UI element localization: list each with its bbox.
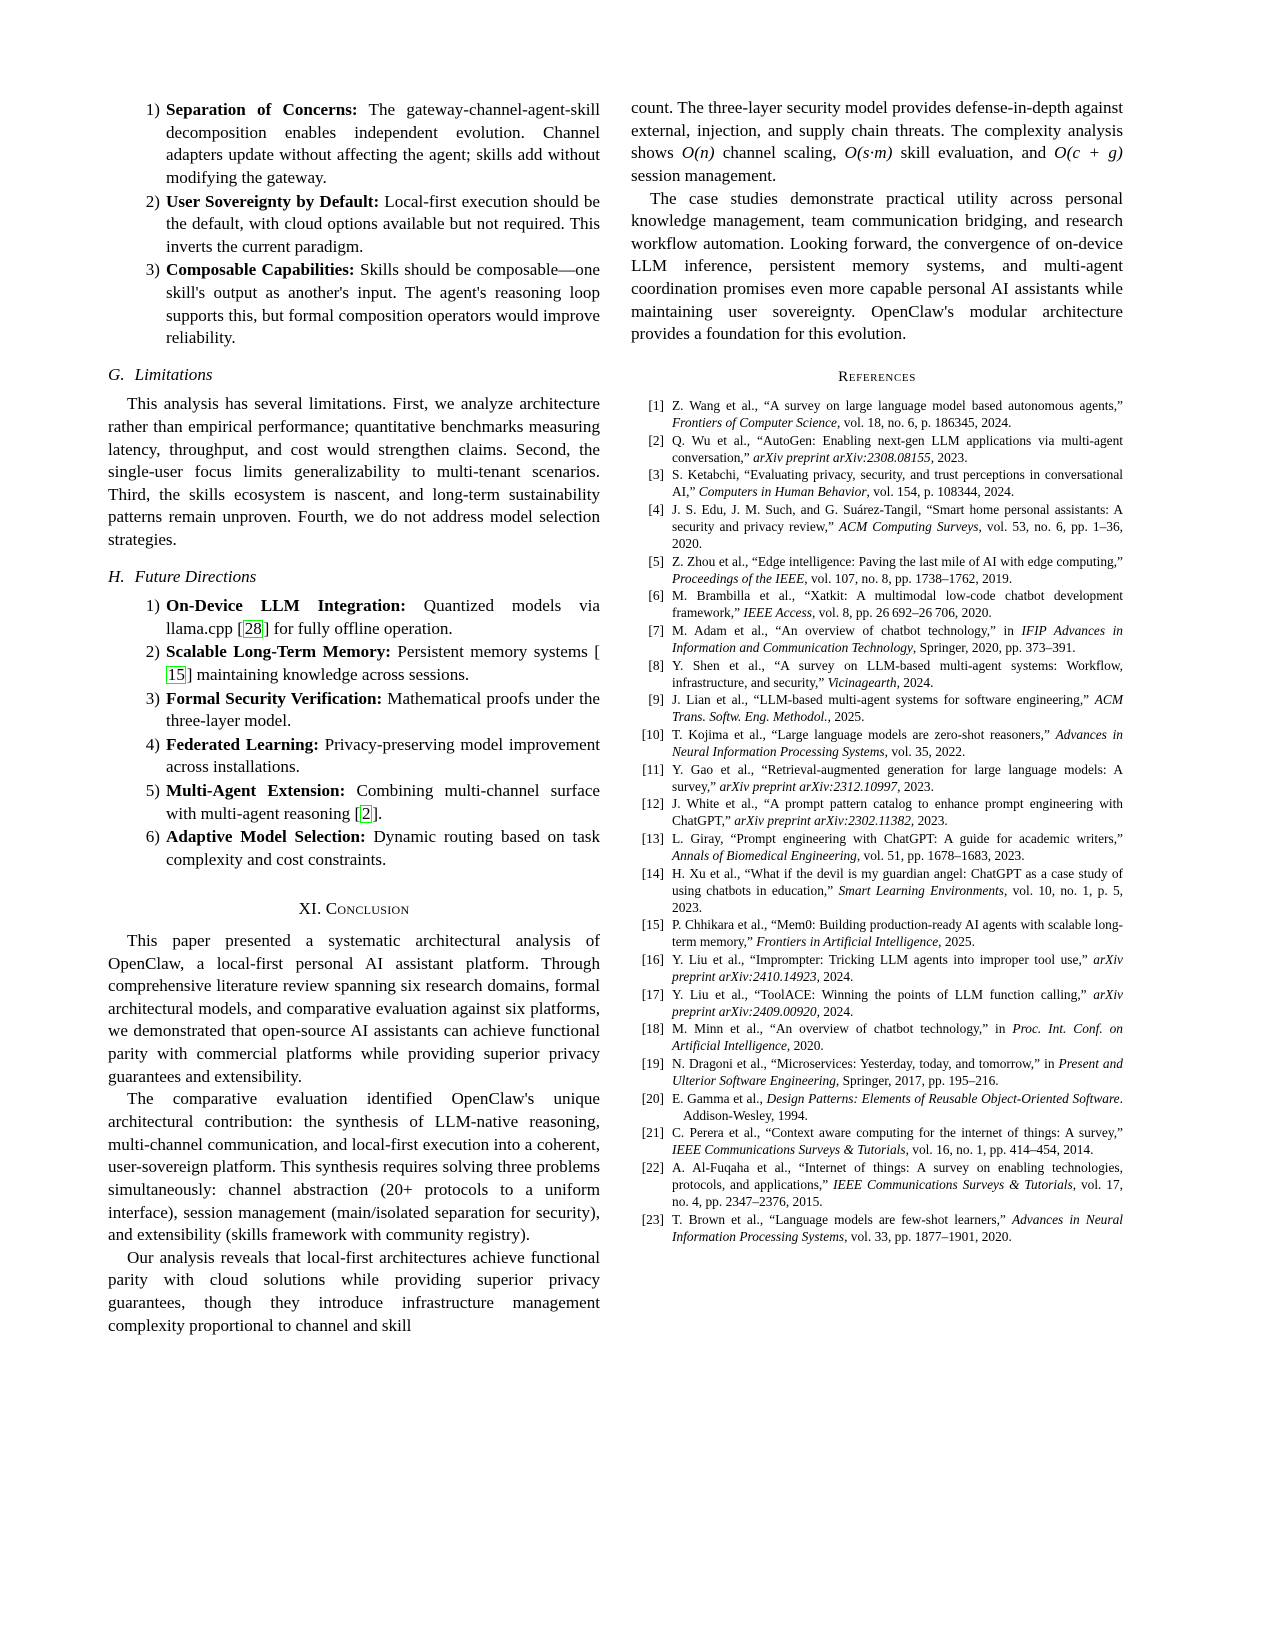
two-column-layout bbox=[108, 97, 1130, 1337]
continuation-part-1: count. The three-layer security model provides defense-in-depth against external, injection, and supply chain threats. The complexity analysis shows bbox=[631, 98, 1123, 163]
reference-item: [9] J. Lian et al., “LLM-based multi-agent systems for software engineering,” ACM Trans. Softw. Eng. Methodol., 2025. bbox=[631, 691, 1123, 725]
reference-venue: ACM Trans. Softw. Eng. Methodol. bbox=[672, 692, 1123, 725]
reference-venue: Proc. Int. Conf. on Artificial Intelligence bbox=[672, 1021, 1123, 1054]
list-marker: 1) bbox=[145, 595, 160, 615]
reference-venue: Vicinagearth bbox=[827, 674, 897, 690]
reference-item: [21] C. Perera et al., “Context aware computing for the internet of things: A survey,” IEEE Communications Surveys & Tutorials, vol. 16, no. 1, pp. 414–454, 2014. bbox=[631, 1124, 1123, 1158]
reference-number: [9] bbox=[648, 692, 664, 708]
future-directions-title: Future Directions bbox=[134, 566, 257, 586]
list-item: 3) Formal Security Verification: Mathematical proofs under the three-layer model. bbox=[108, 688, 600, 733]
reference-number: [22] bbox=[641, 1159, 664, 1175]
limitations-paragraph: This analysis has several limitations. First, we analyze architecture rather than empirical performance; quantitative benchmarks measuring latency, throughput, and cost would strengthen claims. Second, the single-user focus limits generalizability to multi-tenant scenarios. Third, the skills ecosystem is nascent, and long-term sustainability patterns remain unproven. Fourth, we do not address model selection strategies. bbox=[108, 394, 600, 550]
reference-venue: Computers in Human Behavior bbox=[698, 484, 867, 500]
conclusion-paragraphs bbox=[108, 930, 600, 1338]
reference-number: [19] bbox=[641, 1056, 664, 1072]
left-column bbox=[108, 97, 600, 1337]
reference-number: [4] bbox=[648, 502, 664, 518]
reference-item: [15] P. Chhikara et al., “Mem0: Building production-ready AI agents with scalable long-term memory,” Frontiers in Artificial Intelligence, 2025. bbox=[631, 916, 1123, 950]
citation-link[interactable]: 2 bbox=[361, 803, 371, 823]
list-item-title: User Sovereignty by Default: bbox=[166, 191, 380, 211]
reference-number: [5] bbox=[648, 553, 664, 569]
reference-item: [22] A. Al-Fuqaha et al., “Internet of things: A survey on enabling technologies, protocols, and applications,” IEEE Communications Surveys & Tutorials, vol. 17, no. 4, pp. 2347–2376, 2015. bbox=[631, 1159, 1123, 1210]
complexity-skill-evaluation: O(s·m) bbox=[844, 143, 893, 163]
reference-item: [14] H. Xu et al., “What if the devil is my guardian angel: ChatGPT as a case study of using chatbots in education,” Smart Learning Environments, vol. 10, no. 1, p. 5, 2023. bbox=[631, 865, 1123, 916]
reference-number: [13] bbox=[641, 831, 664, 846]
limitations-heading bbox=[108, 364, 600, 386]
future-directions-heading bbox=[108, 566, 600, 588]
list-item: 3) Composable Capabilities: Skills should be composable—one skill's output as another's input. The agent's reasoning loop supports this, but formal composition operators would improve reliability. bbox=[108, 259, 600, 350]
citation-link[interactable]: 15 bbox=[167, 664, 185, 684]
list-item: 2) User Sovereignty by Default: Local-first execution should be the default, with cloud options available but not required. This inverts the current paradigm. bbox=[108, 191, 600, 259]
reference-number: [20] bbox=[641, 1090, 664, 1106]
list-item-title: Federated Learning: bbox=[166, 734, 319, 754]
reference-venue: Present and Ulterior Software Engineering bbox=[672, 1056, 1124, 1089]
reference-venue: IEEE Communications Surveys & Tutorials bbox=[672, 1142, 906, 1158]
list-item-title: Formal Security Verification: bbox=[166, 688, 383, 708]
list-item-title: Multi-Agent Extension: bbox=[166, 781, 346, 801]
reference-item: [2] Q. Wu et al., “AutoGen: Enabling next-gen LLM applications via multi-agent conversation,” arXiv preprint arXiv:2308.08155, 2023. bbox=[631, 432, 1123, 466]
reference-venue: Annals of Biomedical Engineering bbox=[672, 848, 857, 864]
reference-item: [5] Z. Zhou et al., “Edge intelligence: Paving the last mile of AI with edge computing,” Proceedings of the IEEE, vol. 107, no. 8, pp. 1738–1762, 2019. bbox=[631, 553, 1123, 587]
list-item-title: Scalable Long-Term Memory: bbox=[166, 642, 391, 662]
list-marker: 2) bbox=[145, 642, 160, 662]
reference-item: [11] Y. Gao et al., “Retrieval-augmented generation for large language models: A survey,” arXiv preprint arXiv:2312.10997, 2023. bbox=[631, 761, 1123, 795]
list-item: 1) Separation of Concerns: The gateway-channel-agent-skill decomposition enables independent evolution. Channel adapters update without affecting the agent; skills add without modifying the gateway. bbox=[108, 99, 600, 190]
reference-venue: IEEE Communications Surveys & Tutorials bbox=[833, 1177, 1073, 1193]
reference-venue: arXiv preprint arXiv:2409.00920 bbox=[672, 986, 1123, 1019]
reference-item: [10] T. Kojima et al., “Large language models are zero-shot reasoners,” Advances in Neural Information Processing Systems, vol. 35, 2022. bbox=[631, 726, 1123, 760]
limitations-title: Limitations bbox=[134, 365, 213, 385]
reference-number: [1] bbox=[648, 398, 664, 414]
reference-venue: arXiv preprint arXiv:2410.14923 bbox=[672, 952, 1123, 985]
reference-item: [17] Y. Liu et al., “ToolACE: Winning the points of LLM function calling,” arXiv preprint arXiv:2409.00920, 2024. bbox=[631, 986, 1123, 1020]
list-marker: 4) bbox=[145, 734, 160, 754]
reference-item: [18] M. Minn et al., “An overview of chatbot technology,” in Proc. Int. Conf. on Artificial Intelligence, 2020. bbox=[631, 1020, 1123, 1054]
reference-item: [19] N. Dragoni et al., “Microservices: Yesterday, today, and tomorrow,” in Present and Ulterior Software Engineering, Springer, 2017, pp. 195–216. bbox=[631, 1055, 1123, 1089]
reference-number: [6] bbox=[648, 588, 664, 604]
continuation-paragraph bbox=[631, 97, 1123, 188]
list-item: 1) On-Device LLM Integration: Quantized models via llama.cpp [ 28 ] for fully offline operation. bbox=[108, 595, 600, 640]
reference-item: [20] E. Gamma et al., Design Patterns: Elements of Reusable Object-Oriented Software.Addison-Wesley, 1994. bbox=[631, 1090, 1123, 1124]
list-item-title: Composable Capabilities: bbox=[166, 260, 355, 280]
reference-venue: Design Patterns: Elements of Reusable Object-Oriented Software bbox=[766, 1090, 1120, 1106]
reference-venue: IFIP Advances in Information and Communication Technology bbox=[672, 623, 1123, 656]
list-item-title: On-Device LLM Integration: bbox=[166, 595, 406, 615]
continuation-part-3: skill evaluation, and bbox=[892, 143, 1055, 163]
reference-item: [7] M. Adam et al., “An overview of chatbot technology,” in IFIP Advances in Information and Communication Technology, Springer, 2020, pp. 373–391. bbox=[631, 622, 1123, 656]
conclusion-paragraph: This paper presented a systematic architectural analysis of OpenClaw, a local-first personal AI assistant platform. Through comprehensive literature review spanning six research domains, formal architectural models, and comparative evaluation against six platforms, we demonstrated that open-source AI assistants can achieve functional parity with commercial platforms while providing superior privacy guarantees and extensibility. bbox=[108, 930, 600, 1086]
reference-item: [16] Y. Liu et al., “Imprompter: Tricking LLM agents into improper tool use,” arXiv preprint arXiv:2410.14923, 2024. bbox=[631, 951, 1123, 985]
citation-link[interactable]: 28 bbox=[244, 618, 262, 638]
reference-number: [21] bbox=[641, 1125, 664, 1141]
conclusion-heading bbox=[108, 898, 600, 920]
reference-number: [8] bbox=[648, 657, 664, 673]
reference-number: [14] bbox=[641, 865, 664, 881]
reference-number: [10] bbox=[641, 727, 664, 743]
reference-item: [1] Z. Wang et al., “A survey on large language model based autonomous agents,” Frontiers of Computer Science, vol. 18, no. 6, p. 186345, 2024. bbox=[631, 397, 1123, 431]
future-directions-list bbox=[108, 595, 600, 872]
list-marker: 2) bbox=[145, 191, 160, 211]
reference-venue: Smart Learning Environments bbox=[838, 882, 1004, 898]
reference-item: [12] J. White et al., “A prompt pattern catalog to enhance prompt engineering with ChatGPT,” arXiv preprint arXiv:2302.11382, 2023. bbox=[631, 795, 1123, 829]
reference-item: [3] S. Ketabchi, “Evaluating privacy, security, and trust perceptions in conversational AI,” Computers in Human Behavior, vol. 154, p. 108344, 2024. bbox=[631, 466, 1123, 500]
references-list bbox=[631, 397, 1123, 1245]
closing-paragraph: The case studies demonstrate practical utility across personal knowledge management, team communication bridging, and research workflow automation. Looking forward, the convergence of on-device LLM inference, persistent memory systems, and multi-agent coordination promises even more capable personal AI assistants while maintaining user sovereignty. OpenClaw's modular architecture provides a foundation for this evolution. bbox=[631, 188, 1123, 344]
reference-venue: Advances in Neural Information Processing Systems bbox=[672, 727, 1123, 760]
reference-item: [6] M. Brambilla et al., “Xatkit: A multimodal low-code chatbot development framework,” IEEE Access, vol. 8, pp. 26 692–26 706, 2020. bbox=[631, 587, 1123, 621]
conclusion-title: Conclusion bbox=[325, 898, 410, 918]
reference-number: [23] bbox=[641, 1211, 664, 1227]
reference-venue: ACM Computing Surveys bbox=[838, 519, 979, 535]
right-column bbox=[631, 97, 1123, 1245]
continuation-part-2: channel scaling, bbox=[714, 143, 845, 163]
list-marker: 6) bbox=[145, 827, 160, 847]
reference-venue: Proceedings of the IEEE bbox=[672, 570, 805, 586]
reference-number: [16] bbox=[641, 952, 664, 968]
reference-item: [23] T. Brown et al., “Language models are few-shot learners,” Advances in Neural Information Processing Systems, vol. 33, pp. 1877–1901, 2020. bbox=[631, 1211, 1123, 1245]
list-item: 4) Federated Learning: Privacy-preserving model improvement across installations. bbox=[108, 734, 600, 779]
continuation-part-4: session management. bbox=[631, 165, 777, 185]
conclusion-paragraph: The comparative evaluation identified OpenClaw's unique architectural contribution: the synthesis of LLM-native reasoning, multi-channel communication, and local-first execution into a coherent, user-sovereign platform. This synthesis requires solving three problems simultaneously: channel abstraction (20+ protocols to a uniform interface), session management (main/isolated separation for security), and extensibility (skills framework with community registry). bbox=[108, 1089, 600, 1245]
complexity-channel-scaling: O(n) bbox=[681, 143, 715, 163]
reference-item: [4] J. S. Edu, J. M. Such, and G. Suárez-Tangil, “Smart home personal assistants: A security and privacy review,” ACM Computing Surveys, vol. 53, no. 6, pp. 1–36, 2020. bbox=[631, 501, 1123, 552]
reference-number: [15] bbox=[641, 917, 664, 933]
reference-venue: Frontiers in Artificial Intelligence bbox=[756, 934, 939, 950]
complexity-session-management: O(c + g) bbox=[1054, 143, 1123, 163]
future-directions-label: H. bbox=[108, 566, 125, 586]
limitations-label: G. bbox=[108, 365, 125, 385]
reference-item: [13] L. Giray, “Prompt engineering with ChatGPT: A guide for academic writers,” Annals of Biomedical Engineering, vol. 51, pp. 1678–1683, 2023. bbox=[631, 830, 1123, 864]
reference-item: [8] Y. Shen et al., “A survey on LLM-based multi-agent systems: Workflow, infrastructure, and security,” Vicinagearth, 2024. bbox=[631, 657, 1123, 691]
list-marker: 3) bbox=[145, 688, 160, 708]
reference-number: [3] bbox=[648, 467, 664, 483]
reference-number: [2] bbox=[648, 432, 664, 448]
list-item-title: Adaptive Model Selection: bbox=[166, 827, 366, 847]
reference-venue: arXiv preprint arXiv:2308.08155 bbox=[753, 449, 931, 465]
conclusion-number: XI. bbox=[298, 898, 322, 918]
reference-number: [11] bbox=[642, 761, 664, 777]
reference-venue: arXiv preprint arXiv:2302.11382 bbox=[734, 813, 911, 829]
list-item: 2) Scalable Long-Term Memory: Persistent memory systems [15 ] maintaining knowledge across sessions. bbox=[108, 641, 600, 686]
list-item-title: Separation of Concerns: bbox=[166, 100, 358, 119]
reference-number: [17] bbox=[641, 986, 664, 1002]
conclusion-paragraph: Our analysis reveals that local-first architectures achieve functional parity with cloud solutions while providing superior privacy guarantees, though they introduce infrastructure management complexity proportional to channel and skill bbox=[108, 1247, 600, 1335]
reference-number: [12] bbox=[641, 796, 664, 812]
reference-venue: Advances in Neural Information Processing Systems bbox=[672, 1211, 1123, 1244]
reference-number: [18] bbox=[641, 1021, 664, 1037]
reference-number: [7] bbox=[648, 623, 664, 639]
design-principles-list bbox=[108, 99, 600, 350]
list-marker: 3) bbox=[145, 260, 160, 280]
list-marker: 5) bbox=[145, 781, 160, 801]
list-item: 5) Multi-Agent Extension: Combining multi-channel surface with multi-agent reasoning [ 2 ]. bbox=[108, 780, 600, 825]
list-item: 6) Adaptive Model Selection: Dynamic routing based on task complexity and cost constraints. bbox=[108, 826, 600, 871]
references-heading: References bbox=[838, 368, 916, 386]
reference-venue: arXiv preprint arXiv:2312.10997 bbox=[719, 778, 898, 794]
list-marker: 1) bbox=[145, 100, 160, 119]
reference-venue: Frontiers of Computer Science bbox=[672, 415, 837, 431]
reference-venue: IEEE Access bbox=[743, 605, 812, 621]
